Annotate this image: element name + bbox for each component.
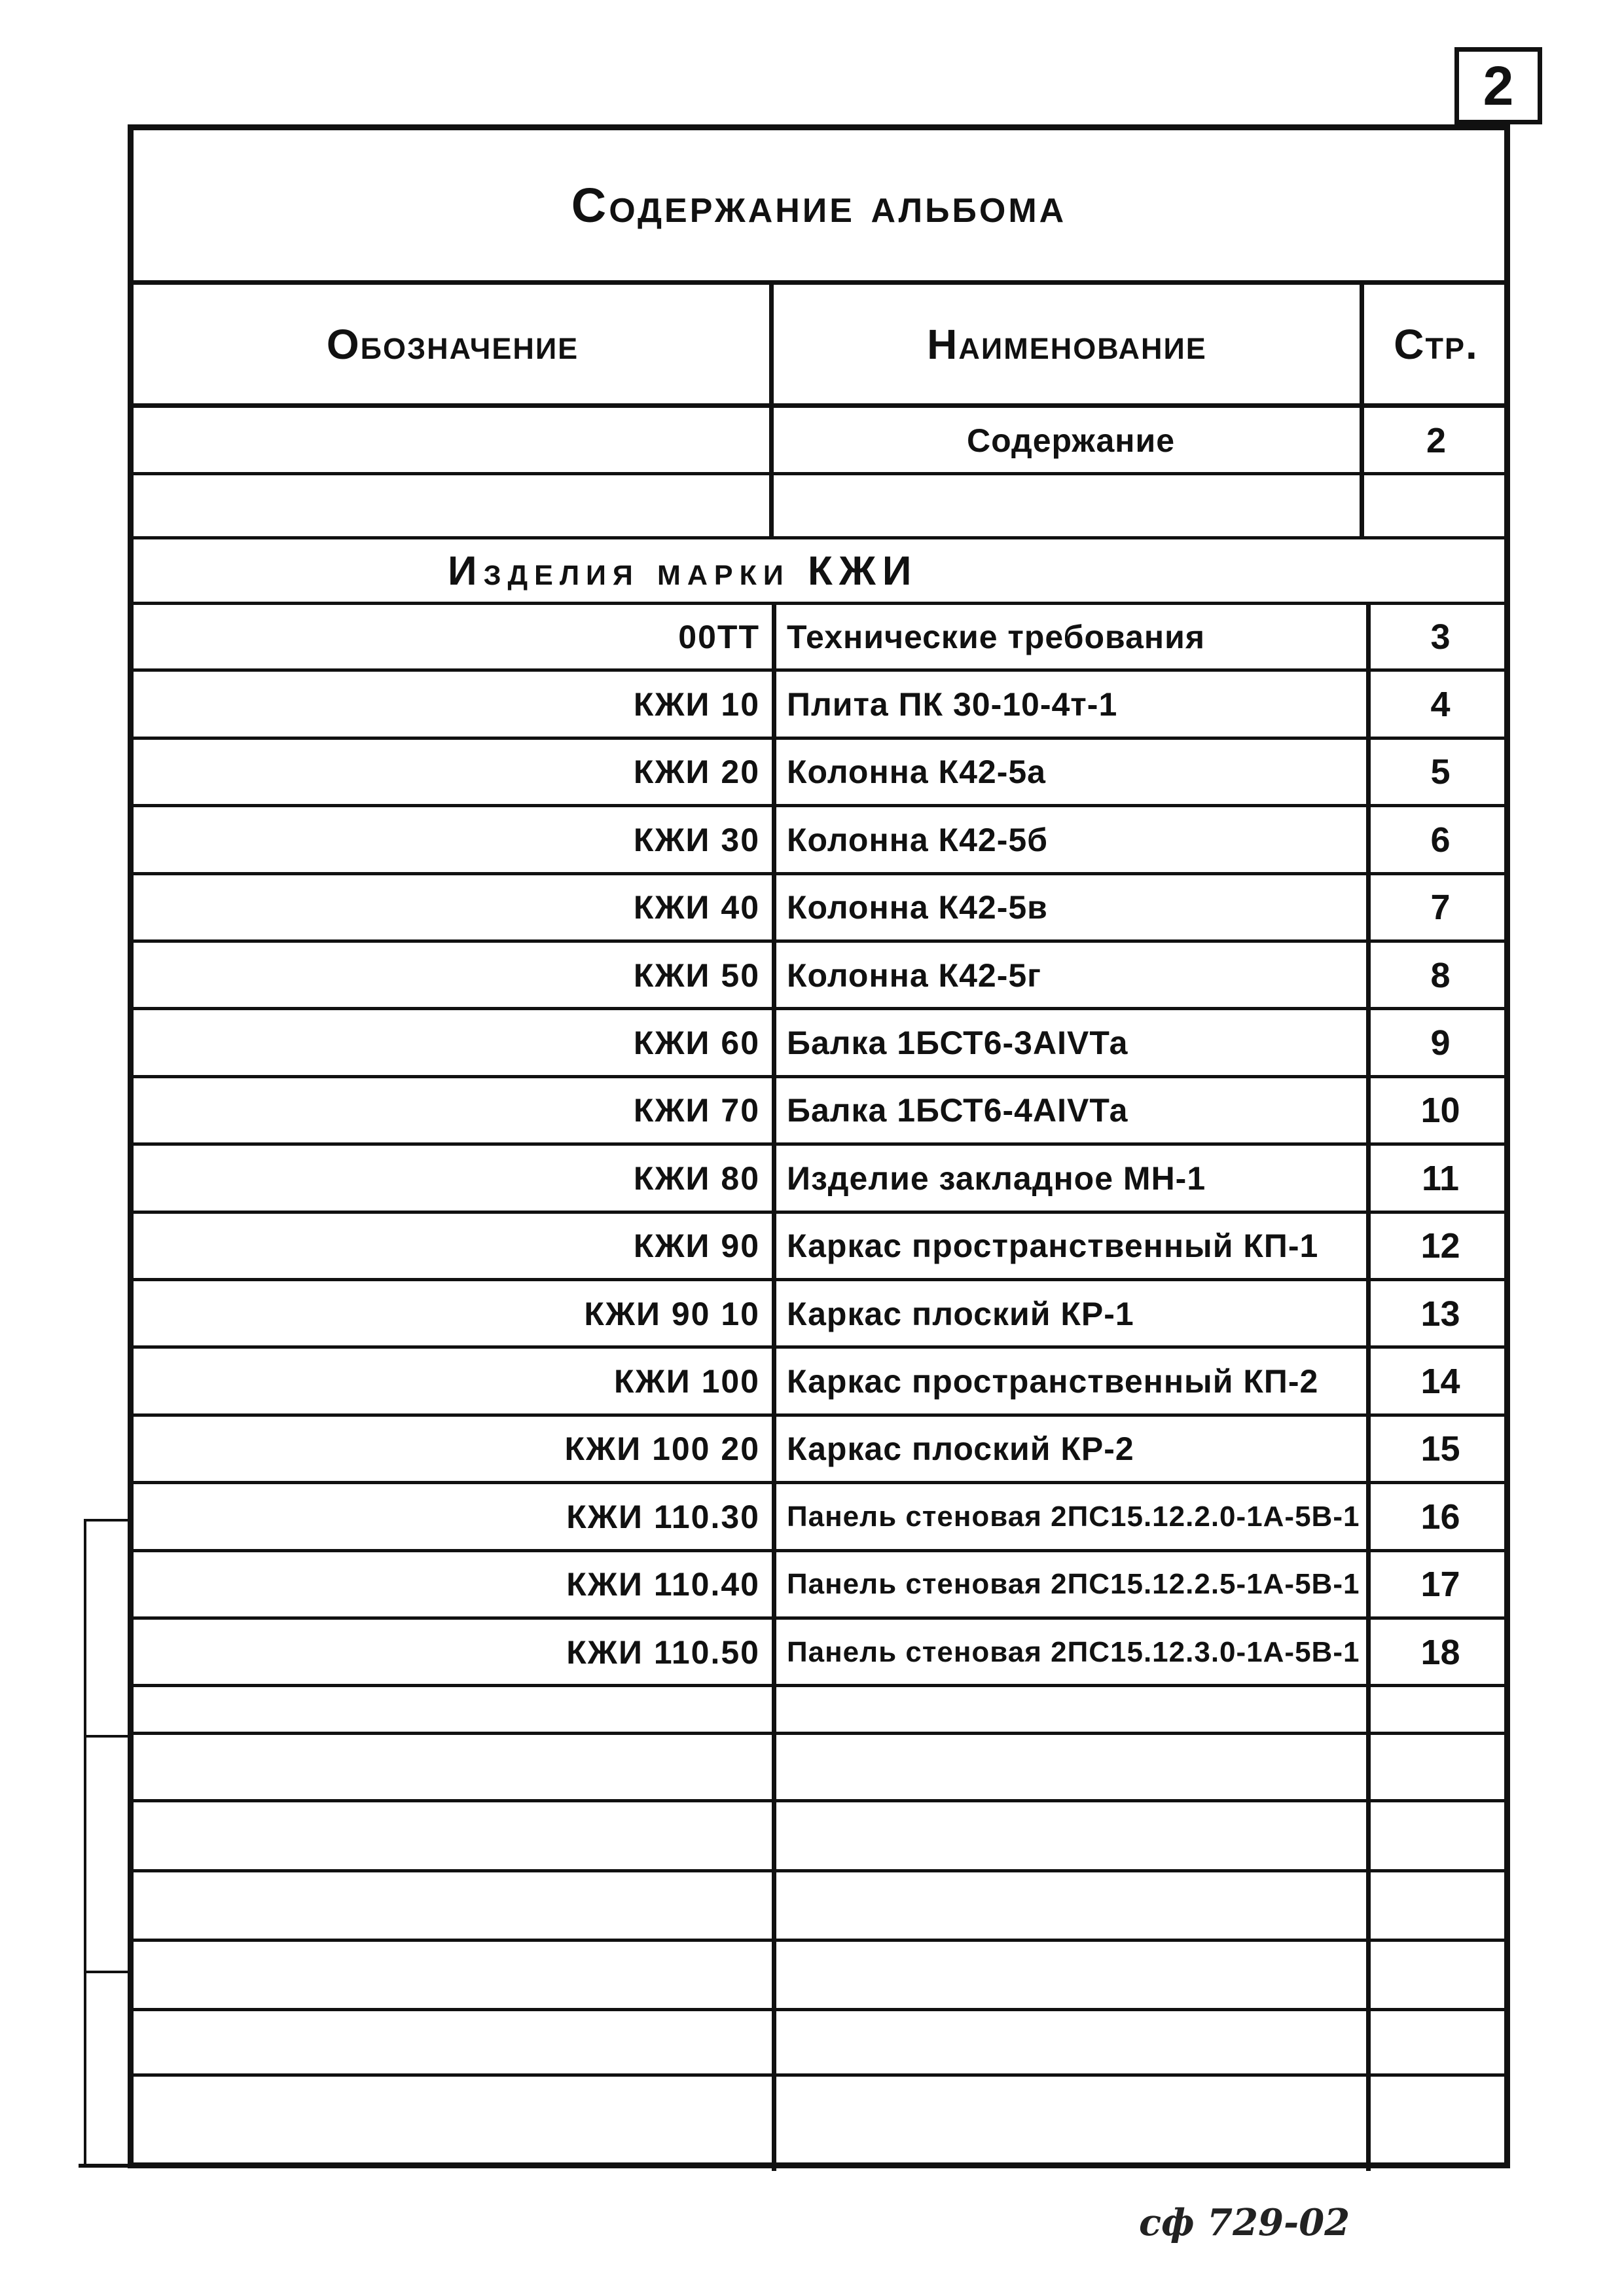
page-number: 2 (1483, 54, 1514, 117)
row-line (134, 1869, 1504, 1872)
row-code: КЖИ 70 (633, 1092, 760, 1129)
row-code: КЖИ 80 (633, 1159, 760, 1197)
row-page: 15 (1420, 1429, 1460, 1469)
contents-table (128, 124, 1510, 2168)
row-line (134, 1799, 1504, 1802)
row-line (134, 1732, 1504, 1735)
album-title: Содержание альбома (134, 130, 1504, 285)
section-title: Изделия марки КЖИ (448, 549, 918, 594)
row-page: 11 (1421, 1158, 1460, 1198)
row-name: Балка 1БСТ6-3АIVТа (787, 1025, 1128, 1062)
row-line (134, 1684, 1504, 1687)
row-code: КЖИ 110.40 (566, 1566, 760, 1603)
header-designation: Обозначение (134, 285, 772, 408)
header-name: Наименование (772, 285, 1362, 408)
row-code: КЖИ 50 (633, 957, 760, 994)
page-number-box (1454, 47, 1542, 124)
strip-tick (86, 1971, 132, 1973)
row-name: Колонна К42-5г (787, 957, 1041, 994)
row-code: КЖИ 40 (633, 889, 760, 926)
contents-row-page: 2 (1426, 421, 1447, 460)
row-page: 7 (1430, 888, 1451, 928)
row-name: Колонна К42-5в (787, 889, 1048, 926)
row-line (134, 2073, 1504, 2077)
row-name: Каркас пространственный КП-2 (787, 1363, 1319, 1400)
row-page: 4 (1430, 685, 1451, 725)
row-name: Панель стеновая 2ПС15.12.2.0-1А-5В-1 (787, 1500, 1360, 1533)
row-line (134, 2008, 1504, 2011)
row-page: 18 (1420, 1632, 1460, 1672)
row-line (134, 1939, 1504, 1942)
row-page: 5 (1430, 752, 1451, 792)
strip-tick (86, 1519, 132, 1522)
row-name: Панель стеновая 2ПС15.12.3.0-1А-5В-1 (787, 1635, 1360, 1668)
row-name: Плита ПК 30-10-4т-1 (787, 686, 1118, 723)
row-code: КЖИ 30 (633, 821, 760, 858)
row-page: 13 (1420, 1294, 1460, 1334)
divider-v-name (772, 603, 776, 2171)
row-page: 10 (1420, 1091, 1460, 1131)
row-code: КЖИ 100 (614, 1363, 760, 1400)
row-code: КЖИ 60 (633, 1025, 760, 1062)
row-page: 12 (1420, 1226, 1460, 1266)
row-code: КЖИ 20 (633, 754, 760, 791)
header-page: Стр. (1362, 285, 1510, 408)
row-name: Каркас плоский КР-2 (787, 1430, 1134, 1468)
bottom-extension-line (79, 2164, 131, 2168)
side-binding-strip (84, 1519, 130, 2167)
row-name: Балка 1БСТ6-4АIVТа (787, 1092, 1128, 1129)
row-name: Изделие закладное МН-1 (787, 1159, 1206, 1197)
row-page: 8 (1430, 955, 1451, 995)
row-name: Колонна К42-5а (787, 754, 1046, 791)
row-name: Технические требования (787, 618, 1205, 655)
row-code: КЖИ 110.50 (566, 1633, 760, 1671)
strip-tick (86, 1735, 132, 1738)
row-name: Каркас плоский КР-1 (787, 1295, 1134, 1332)
row-page: 17 (1420, 1565, 1460, 1605)
row-page: 6 (1430, 820, 1451, 860)
row-page: 14 (1420, 1362, 1460, 1402)
row-code: 00ТТ (678, 618, 760, 655)
divider-v-page (1366, 603, 1371, 2171)
row-name: Каркас пространственный КП-1 (787, 1228, 1319, 1265)
contents-row-name: Содержание (966, 422, 1176, 459)
row-code: КЖИ 110.30 (566, 1498, 760, 1535)
row-page: 9 (1430, 1023, 1451, 1063)
row-code: КЖИ 100 20 (564, 1430, 760, 1468)
row-name: Колонна К42-5б (787, 821, 1049, 858)
row-line (134, 472, 1504, 475)
document-code: сф 729-02 (1139, 2201, 1350, 2244)
row-code: КЖИ 90 10 (584, 1295, 760, 1332)
row-name: Панель стеновая 2ПС15.12.2.5-1А-5В-1 (787, 1568, 1360, 1601)
row-code: КЖИ 90 (633, 1228, 760, 1265)
row-page: 3 (1430, 617, 1451, 657)
row-page: 16 (1420, 1497, 1460, 1537)
row-code: КЖИ 10 (633, 686, 760, 723)
